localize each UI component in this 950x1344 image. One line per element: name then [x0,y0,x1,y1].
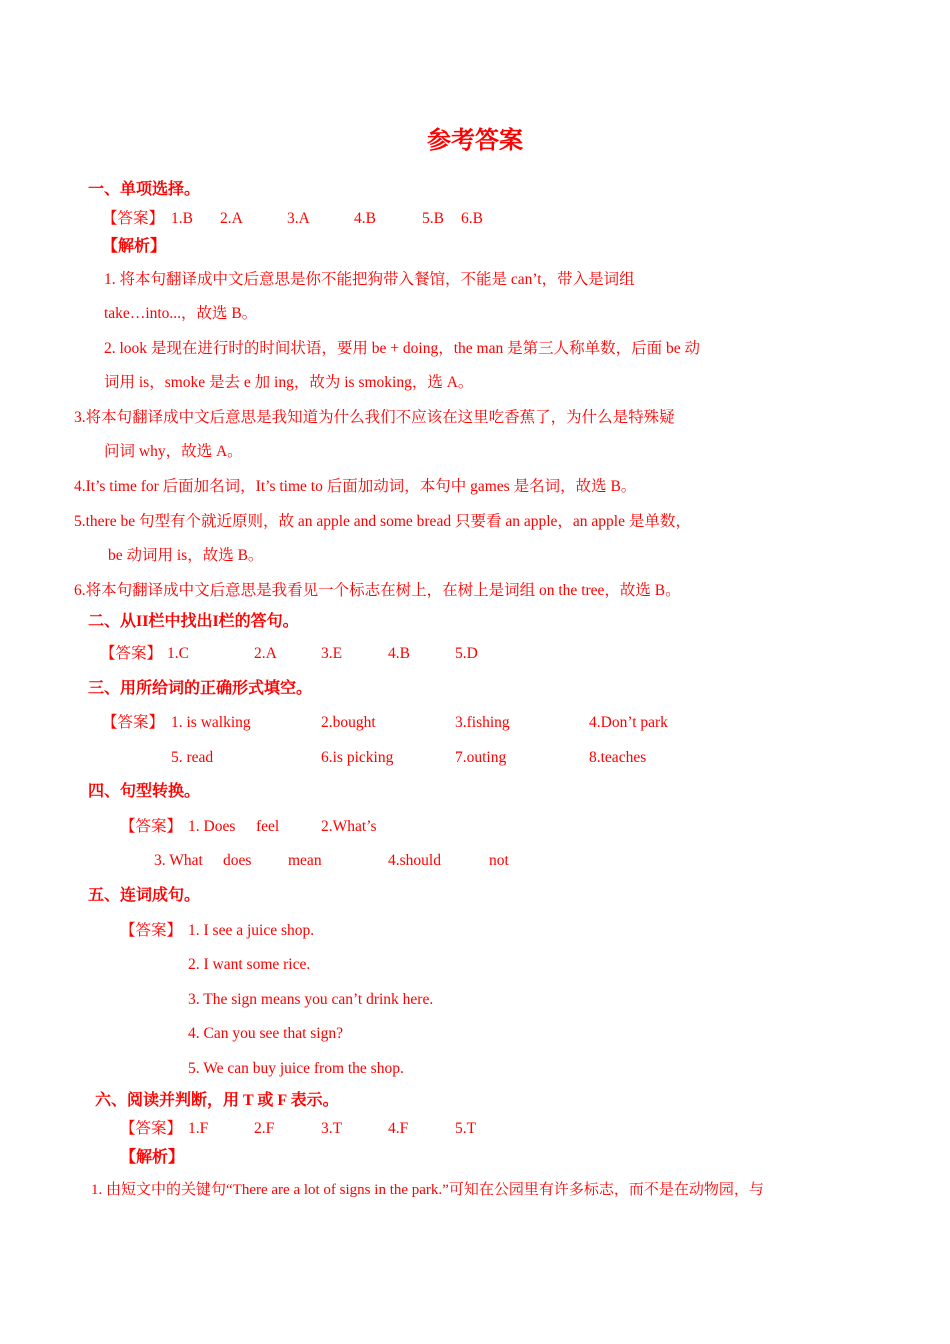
answer-item: 4.Don’t park [589,714,668,731]
answer-item: 2.bought [321,714,376,731]
answer-item: does [223,852,252,869]
explanation-line: 1. 由短文中的关键句“There are a lot of signs in the park.”可知在公园里有许多标志，而不是在动物园，与 [91,1182,764,1198]
answer-item: 1.C [167,645,189,662]
answer-label: 【答案】 [102,714,165,731]
explanation-line: 2. look 是现在进行时的时间状语，要用 be + doing，the man 是第三人称单数，后面 be 动 [104,340,700,357]
answer-item: not [489,852,509,869]
answer-label: 【答案】 [120,1120,183,1137]
answer-item: 3.fishing [455,714,510,731]
answer-label: 【答案】 [100,645,163,662]
answer-item: 2.A [254,645,277,662]
section-6-heading: 六、阅读并判断，用 T 或 F 表示。 [95,1092,339,1109]
answer-item: 2.What’s [321,818,377,835]
explanation-line: take…into...，故选 B。 [104,305,258,322]
answer-item: 4.B [354,210,376,227]
answer-item: 2.A [220,210,243,227]
answer-item: 5.D [455,645,478,662]
answer-item: 3.A [287,210,310,227]
answer-sentence: 1. I see a juice shop. [188,922,315,939]
answer-sentence: 4. Can you see that sign? [188,1025,343,1042]
explanation-line: 4.It’s time for 后面加名词，It’s time to 后面加动词，本句中 games 是名词，故选 B。 [74,478,637,495]
answer-item: 1. is walking [171,714,251,731]
answer-item: 2.F [254,1120,275,1137]
answer-sentence: 3. The sign means you can’t drink here. [188,991,434,1008]
answer-item: 3. What [154,852,203,869]
answer-sentence: 2. I want some rice. [188,956,311,973]
explanation-line: 5.there be 句型有个就近原则，故 an apple and some bread 只要看 an apple，an apple 是单数， [74,513,691,530]
answer-item: 3.E [321,645,343,662]
answer-item: 5. read [171,749,214,766]
section-4-heading: 四、句型转换。 [88,783,201,800]
answer-item: 3.T [321,1120,343,1137]
page-title: 参考答案 [427,126,523,154]
analysis-label: 【解析】 [120,1149,185,1166]
section-5-heading: 五、连词成句。 [88,887,201,904]
explanation-line: 6.将本句翻译成中文后意思是我看见一个标志在树上，在树上是词组 on the tree，故选 B。 [74,582,681,599]
answer-item: 6.is picking [321,749,394,766]
answer-label: 【答案】 [120,922,183,939]
answer-label: 【答案】 [102,210,165,227]
answer-item: 6.B [461,210,483,227]
answer-item: 4.F [388,1120,409,1137]
answer-item: 5.B [422,210,444,227]
answer-sentence: 5. We can buy juice from the shop. [188,1060,404,1077]
answer-item: 5.T [455,1120,477,1137]
analysis-label: 【解析】 [102,238,167,255]
explanation-line: be 动词用 is，故选 B。 [108,547,264,564]
explanation-line: 1. 将本句翻译成中文后意思是你不能把狗带入餐馆，不能是 can’t，带入是词组 [104,271,635,288]
answer-item: 4.B [388,645,410,662]
explanation-line: 词用 is，smoke 是去 e 加 ing，故为 is smoking，选 A。 [104,374,474,391]
answer-item: 1.B [171,210,193,227]
section-2-heading: 二、从II栏中找出I栏的答句。 [88,613,299,630]
explanation-line: 问词 why，故选 A。 [104,443,243,460]
answer-item: 8.teaches [589,749,647,766]
explanation-line: 3.将本句翻译成中文后意思是我知道为什么我们不应该在这里吃香蕉了，为什么是特殊疑 [74,409,675,426]
section-3-heading: 三、用所给词的正确形式填空。 [88,680,313,697]
answer-item: 4.should [388,852,441,869]
section-1-heading: 一、单项选择。 [88,181,201,198]
answer-item: 7.outing [455,749,507,766]
answer-item: 1. Does [188,818,236,835]
answer-item: mean [288,852,322,869]
answer-item: 1.F [188,1120,209,1137]
answer-item: feel [256,818,280,835]
answer-label: 【答案】 [120,818,183,835]
